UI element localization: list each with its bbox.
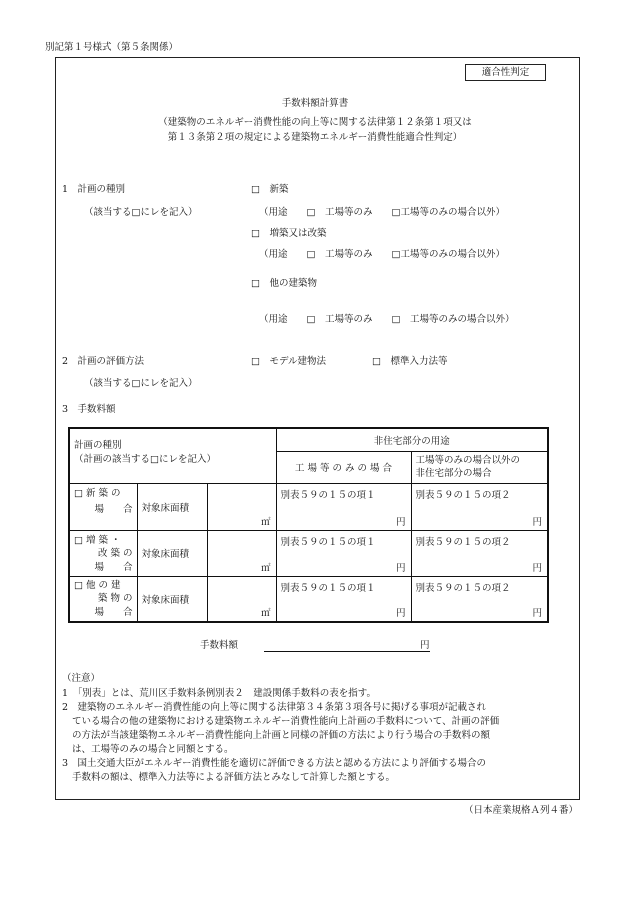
table-row — [69, 530, 548, 576]
form-label: 別記第１号様式（第５条関係） — [45, 42, 179, 53]
fee-other-cell[interactable]: 別表５９の１５の項２ 円 — [411, 530, 548, 576]
note-2-line-2: ている場合の他の建築物における建築物エネルギー消費性能向上計画の手数料について、計画の評価 — [72, 716, 500, 727]
table-head-type: 計画の種別 （計画の該当する□にレを記入） — [69, 428, 276, 483]
checkbox-model-building[interactable]: □ モデル建物法 — [251, 356, 327, 367]
row-type-new[interactable]: □ 新 築 の 場 合 — [69, 483, 137, 530]
area-label: 対象床面積 — [137, 483, 207, 530]
section1-label: 1 計画の種別 — [62, 184, 126, 195]
area-label: 対象床面積 — [137, 576, 207, 622]
row-type-extension[interactable]: □ 増 築 ・ 改 築 の 場 合 — [69, 530, 137, 576]
table-head-other: 工場等のみの場合以外の 非住宅部分の場合 — [411, 451, 548, 483]
section2-note: （該当する□にレを記入） — [84, 378, 198, 389]
badge-conformity: 適合性判定 — [465, 64, 546, 81]
note-2-line-1: 2 建築物のエネルギー消費性能の向上等に関する法律第３４条第３項各号に掲げる事項が記載され — [62, 702, 487, 713]
area-input[interactable]: ㎡ — [207, 483, 276, 530]
section3-label: 3 手数料額 — [62, 404, 116, 415]
table-head-factory: 工 場 等 の み の 場 合 — [276, 451, 411, 483]
table-row — [69, 576, 548, 622]
note-2-line-4: は、工場等のみの場合と同額とする。 — [72, 744, 234, 755]
fee-other-cell[interactable]: 別表５９の１５の項２ 円 — [411, 576, 548, 622]
checkbox-extension[interactable]: □ 増築又は改築 — [251, 228, 327, 239]
area-input[interactable]: ㎡ — [207, 576, 276, 622]
section1-note: （該当する□にレを記入） — [84, 207, 198, 218]
area-input[interactable]: ㎡ — [207, 530, 276, 576]
notes-heading: （注意） — [62, 673, 101, 684]
section2-label: 2 計画の評価方法 — [62, 356, 145, 367]
extension-usage[interactable]: （用途 □ 工場等のみ □工場等のみの場合以外） — [259, 249, 505, 260]
note-3-line-2: 手数料の額は、標準入力法等による評価方法とみなして計算した額とする。 — [72, 772, 396, 783]
note-1: 1 「別表」とは、荒川区手数料条例別表２ 建設関係手数料の表を指す。 — [62, 688, 377, 699]
fee-total-unit: 円 — [420, 640, 430, 651]
page-title: 手数料額計算書 — [281, 98, 349, 109]
fee-total-label: 手数料額 — [200, 640, 239, 651]
checkbox-standard-input[interactable]: □ 標準入力法等 — [372, 356, 448, 367]
checkbox-new-build[interactable]: □ 新築 — [251, 184, 289, 195]
footer-paper-size: （日本産業規格Ａ列４番） — [463, 805, 578, 816]
note-2-line-3: の方法が当該建築物エネルギー消費性能向上計画と同様の評価の方法により行う場合の手数料の額 — [72, 730, 491, 741]
fee-factory-cell[interactable]: 別表５９の１５の項１ 円 — [276, 483, 411, 530]
other-building-usage[interactable]: （用途 □ 工場等のみ □ 工場等のみの場合以外） — [259, 314, 515, 325]
area-label: 対象床面積 — [137, 530, 207, 576]
fee-table — [68, 427, 549, 623]
note-3-line-1: 3 国土交通大臣がエネルギー消費性能を適切に評価できる方法と認める方法により評価する場合の — [62, 758, 487, 769]
fee-total-input[interactable] — [264, 651, 430, 652]
table-row — [69, 483, 548, 530]
table-head-nonres: 非住宅部分の用途 — [276, 428, 548, 451]
checkbox-other-building[interactable]: □ 他の建築物 — [251, 278, 317, 289]
fee-factory-cell[interactable]: 別表５９の１５の項１ 円 — [276, 530, 411, 576]
fee-factory-cell[interactable]: 別表５９の１５の項１ 円 — [276, 576, 411, 622]
fee-other-cell[interactable]: 別表５９の１５の項２ 円 — [411, 483, 548, 530]
row-type-other[interactable]: □ 他 の 建 築 物 の 場 合 — [69, 576, 137, 622]
new-build-usage[interactable]: （用途 □ 工場等のみ □工場等のみの場合以外） — [259, 207, 505, 218]
subtitle-line-1: （建築物のエネルギー消費性能の向上等に関する法律第１２条第１項又は — [158, 117, 472, 128]
subtitle-line-2: 第１３条第２項の規定による建築物エネルギー消費性能適合性判定） — [167, 132, 463, 143]
